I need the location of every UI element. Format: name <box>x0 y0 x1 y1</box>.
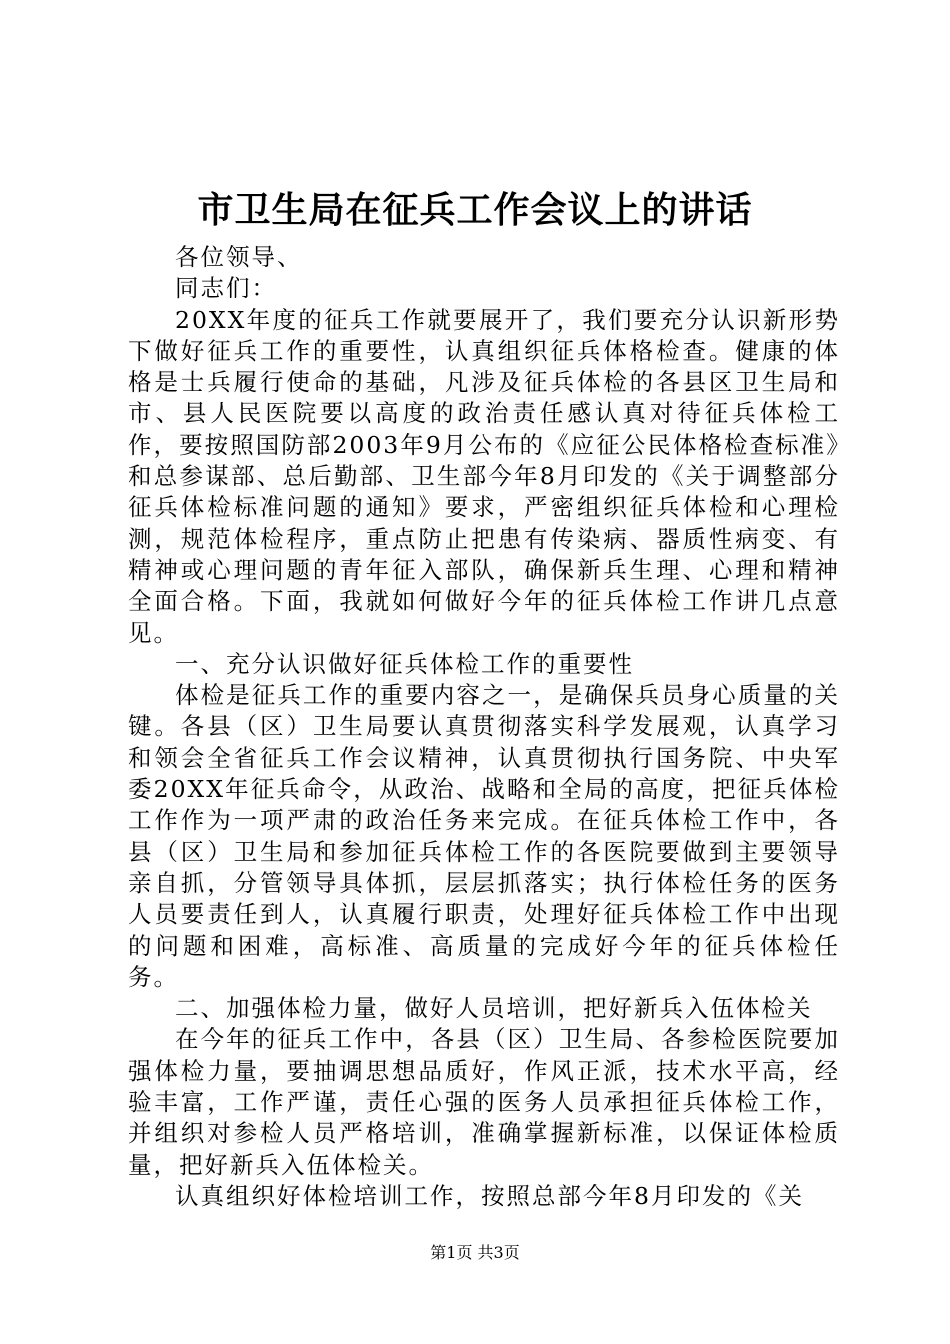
page-footer: 第1页 共3页 <box>430 1243 520 1262</box>
paragraph-section-2: 在今年的征兵工作中，各县（区）卫生局、各参检医院要加强体检力量，要抽调思想品质好，作风正派，技术水平高，经验丰富，工作严谨，责任心强的医务人员承担征兵体检工作，并组织对参检人员严格培训，准确掌握新标准，以保证体检质量，把好新兵入伍体检关。 <box>128 1025 840 1179</box>
salutation-line-2: 同志们： <box>175 274 277 303</box>
paragraph-training: 认真组织好体检培训工作，按照总部今年8月印发的《关 <box>175 1181 804 1210</box>
salutation-line-1: 各位领导、 <box>175 243 303 271</box>
document-title: 市卫生局在征兵工作会议上的讲话 <box>197 189 753 231</box>
paragraph-intro: 20XX年度的征兵工作就要展开了，我们要充分认识新形势下做好征兵工作的重要性，认真组织征兵体格检查。健康的体格是士兵履行使命的基础，凡涉及征兵体检的各县区卫生局和市、县人民医院要以高度的政治责任感认真对待征兵体检工作，要按照国防部2003年9月公布的《应征公民体格检查标准》和总参谋部、总后勤部、卫生部今年8月印发的《关于调整部分征兵体检标准问题的通知》要求，严密组织征兵体检和心理检测，规范体检程序，重点防止把患有传染病、器质性病变、有精神或心理问题的青年征入部队，确保新兵生理、心理和精神全面合格。下面，我就如何做好今年的征兵体检工作讲几点意见。 <box>128 305 840 647</box>
document-body <box>128 242 840 1212</box>
paragraph-section-1: 体检是征兵工作的重要内容之一，是确保兵员身心质量的关键。各县（区）卫生局要认真贯彻落实科学发展观，认真学习和领会全省征兵工作会议精神，认真贯彻执行国务院、中央军委20XX年征兵命令，从政治、战略和全局的高度，把征兵体检工作作为一项严肃的政治任务来完成。在征兵体检工作中，各县（区）卫生局和参加征兵体检工作的各医院要做到主要领导亲自抓，分管领导具体抓，层层抓落实；执行体检任务的医务人员要责任到人，认真履行职责，处理好征兵体检工作中出现的问题和困难，高标准、高质量的完成好今年的征兵体检任务。 <box>128 681 840 991</box>
section-heading-1: 一、充分认识做好征兵体检工作的重要性 <box>175 649 634 678</box>
section-heading-2: 二、加强体检力量，做好人员培训，把好新兵入伍体检关 <box>175 994 813 1023</box>
